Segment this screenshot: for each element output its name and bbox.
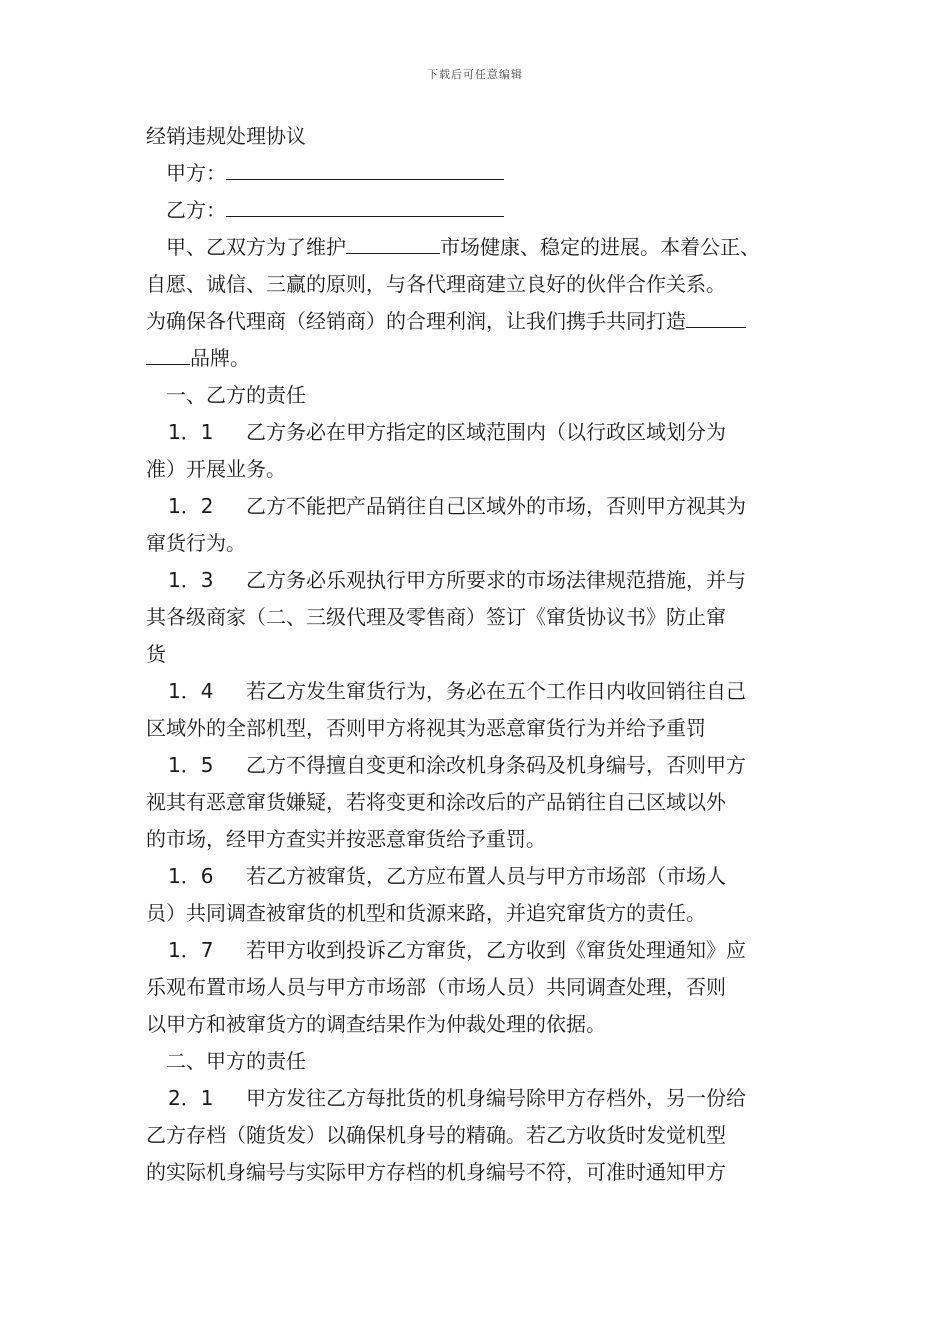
clause-line: 视其有恶意窜货嫌疑，若将变更和涂改后的产品销往自己区域以外 <box>146 790 726 814</box>
clause-1-2 <box>146 488 818 525</box>
clause-line: 员）共同调查被窜货的机型和货源来路，并追究窜货方的责任。 <box>146 901 706 925</box>
party-b-line <box>146 192 818 229</box>
clause-1-6 <box>146 858 818 895</box>
clause-1-3 <box>146 562 818 599</box>
intro-line-3 <box>146 303 818 340</box>
document-title: 经销违规处理协议 <box>146 124 306 148</box>
clause-number: 1．2 <box>168 494 214 518</box>
party-a-blank <box>226 157 504 180</box>
clause-number: 1．6 <box>168 864 214 888</box>
clause-line: 乙方存档（随货发）以确保机身号的精确。若乙方收货时发觉机型 <box>146 1123 726 1147</box>
clause-number: 1．5 <box>168 753 214 777</box>
clause-text: 甲方发往乙方每批货的机身编号除甲方存档外，另一份给 <box>246 1086 746 1110</box>
clause-1-4 <box>146 673 818 710</box>
clause-line: 以甲方和被窜货方的调查结果作为仲裁处理的依据。 <box>146 1012 606 1036</box>
clause-2-1 <box>146 1080 818 1117</box>
clause-text: 若甲方收到投诉乙方窜货，乙方收到《窜货处理通知》应 <box>246 938 746 962</box>
clause-number: 2．1 <box>168 1086 214 1110</box>
intro-line-1 <box>146 229 818 266</box>
clause-number: 1．3 <box>168 568 214 592</box>
intro-text: 为确保各代理商（经销商）的合理利润，让我们携手共同打造 <box>146 309 686 333</box>
document-body <box>146 118 818 1191</box>
clause-number: 1．7 <box>168 938 214 962</box>
party-b-blank <box>226 194 504 217</box>
clause-text: 若乙方发生窜货行为，务必在五个工作日内收回销往自己 <box>246 679 746 703</box>
intro-line-4 <box>146 340 818 377</box>
party-b-label: 乙方： <box>166 198 226 222</box>
clause-text: 乙方不得擅自变更和涂改机身条码及机身编号，否则甲方 <box>246 753 746 777</box>
intro-text: 品牌。 <box>190 346 250 370</box>
clause-line: 的实际机身编号与实际甲方存档的机身编号不符，可准时通知甲方 <box>146 1160 726 1184</box>
party-a-line <box>146 155 818 192</box>
clause-1-1 <box>146 414 818 451</box>
clause-1-7 <box>146 932 818 969</box>
clause-1-5 <box>146 747 818 784</box>
clause-text: 若乙方被窜货，乙方应布置人员与甲方市场部（市场人 <box>246 864 726 888</box>
market-blank <box>346 231 440 254</box>
party-a-label: 甲方： <box>166 161 226 185</box>
intro-text: 市场健康、稳定的进展。本着公正、 <box>440 235 760 259</box>
page-header-note: 下载后可任意编辑 <box>427 68 523 81</box>
section-2-title: 二、甲方的责任 <box>166 1049 306 1073</box>
clause-line: 其各级商家（二、三级代理及零售商）签订《窜货协议书》防止窜 <box>146 605 726 629</box>
clause-text: 乙方务必乐观执行甲方所要求的市场法律规范措施，并与 <box>246 568 746 592</box>
intro-text: 甲、乙双方为了维护 <box>166 235 346 259</box>
clause-line: 区域外的全部机型，否则甲方将视其为恶意窜货行为并给予重罚 <box>146 716 706 740</box>
clause-text: 乙方不能把产品销往自己区域外的市场，否则甲方视其为 <box>246 494 746 518</box>
brand-blank-cont <box>146 342 190 365</box>
clause-number: 1．1 <box>168 420 214 444</box>
clause-line: 准）开展业务。 <box>146 457 286 481</box>
brand-blank <box>686 305 746 328</box>
intro-line-2: 自愿、诚信、三赢的原则，与各代理商建立良好的伙伴合作关系。 <box>146 272 726 296</box>
clause-line: 窜货行为。 <box>146 531 246 555</box>
clause-line: 的市场，经甲方查实并按恶意窜货给予重罚。 <box>146 827 546 851</box>
clause-line: 乐观布置市场人员与甲方市场部（市场人员）共同调查处理，否则 <box>146 975 726 999</box>
clause-number: 1．4 <box>168 679 214 703</box>
clause-text: 乙方务必在甲方指定的区域范围内（以行政区域划分为 <box>246 420 726 444</box>
clause-line: 货 <box>146 642 166 666</box>
section-1-title: 一、乙方的责任 <box>166 383 306 407</box>
